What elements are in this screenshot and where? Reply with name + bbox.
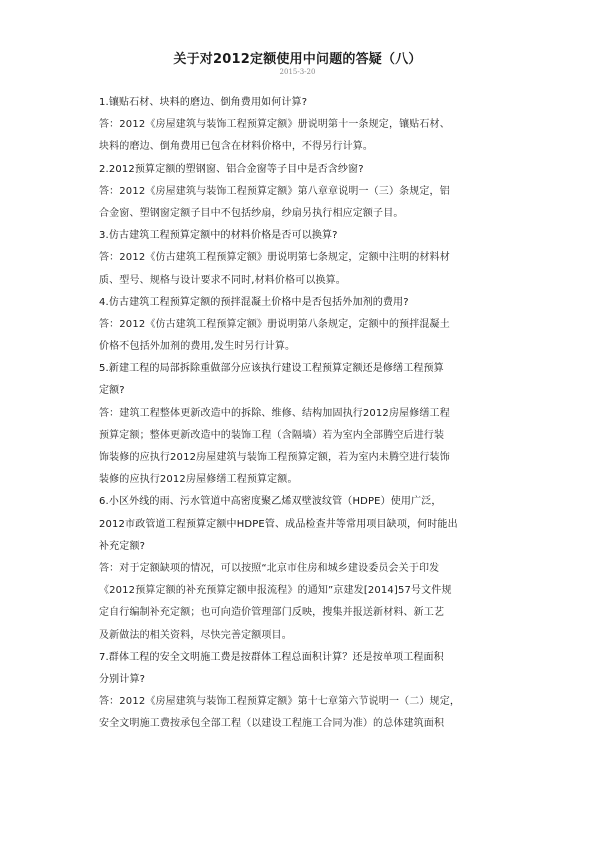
question-line: 定额? (99, 385, 125, 397)
question-line: 分别计算? (99, 673, 146, 685)
answer-line: 《2012预算定额的补充预算定额申报流程》的通知”京建发[2014]57号文件规 (99, 585, 452, 597)
answer-line: 答：建筑工程整体更新改造中的拆除、维修、结构加固执行2012房屋修缮工程 (99, 407, 450, 419)
question-line: 3.仿古建筑工程预算定额中的材料价格是否可以换算? (99, 230, 338, 242)
answer-line: 价格不包括外加剂的费用,发生时另行计算。 (99, 341, 296, 353)
answer-line: 预算定额；整体更新改造中的装饰工程（含隔墙）若为室内全部腾空后进行装 (99, 429, 445, 441)
question-line: 7.群体工程的安全文明施工费是按群体工程总面积计算？还是按单项工程面积 (99, 651, 444, 663)
answer-line: 安全文明施工费按承包全部工程（以建设工程施工合同为准）的总体建筑面积 (99, 718, 445, 730)
question-line: 2.2012预算定额的塑钢窗、铝合金窗等子目中是否含纱窗? (99, 163, 364, 175)
answer-line: 饰装修的应执行2012房屋建筑与装饰工程预算定额，若为室内未腾空进行装饰 (99, 452, 450, 463)
answer-line: 及新做法的相关资料，尽快完善定额项目。 (99, 629, 292, 641)
question-line: 补充定额? (99, 540, 146, 552)
question-line: 2012市政管道工程预算定额中HDPE管、成品检查井等常用项目缺项，何时能出 (99, 518, 458, 530)
answer-line: 块料的磨边、倒角费用已包含在材料价格中，不得另行计算。 (99, 141, 374, 153)
question-line: 4.仿古建筑工程预算定额的预拌混凝土价格中是否包括外加剂的费用? (99, 296, 409, 308)
answer-line: 答：对于定额缺项的情况，可以按照“北京市住房和城乡建设委员会关于印发 (99, 562, 440, 574)
answer-line: 装修的应执行2012房屋修缮工程预算定额。 (99, 474, 298, 486)
answer-line: 答：2012《房屋建筑与装饰工程预算定额》第十七章第六节说明一（二）规定， (99, 696, 460, 708)
answer-line: 质、型号、规格与设计要求不同时,材料价格可以换算。 (99, 274, 346, 286)
answer-line: 答：2012《房屋建筑与装饰工程预算定额》册说明第十一条规定，镶贴石材、 (99, 119, 450, 131)
document-title: 关于对2012定额使用中问题的答疑（八） (173, 52, 422, 67)
answer-line: 答：2012《房屋建筑与装饰工程预算定额》第八章章说明一（三）条规定，铝 (99, 185, 450, 197)
document-body (99, 92, 499, 735)
document-date: 2015-3-20 (279, 68, 316, 76)
answer-line: 定自行编制补充定额；也可向造价管理部门反映，搜集并报送新材料、新工艺 (99, 607, 445, 619)
answer-line: 答：2012《仿古建筑工程预算定额》册说明第七条规定，定额中注明的材料材 (99, 252, 450, 264)
answer-line: 答：2012《仿古建筑工程预算定额》册说明第八条规定，定额中的预拌混凝土 (99, 318, 450, 330)
question-line: 5.新建工程的局部拆除重做部分应该执行建设工程预算定额还是修缮工程预算 (99, 363, 444, 375)
question-line: 6.小区外线的雨、污水管道中高密度聚乙烯双壁波纹管（HDPE）使用广泛， (99, 496, 442, 508)
answer-line: 合金窗、塑钢窗定额子目中不包括纱扇，纱扇另执行相应定额子目。 (99, 207, 404, 219)
question-line: 1.镶贴石材、块料的磨边、倒角费用如何计算? (99, 97, 308, 108)
